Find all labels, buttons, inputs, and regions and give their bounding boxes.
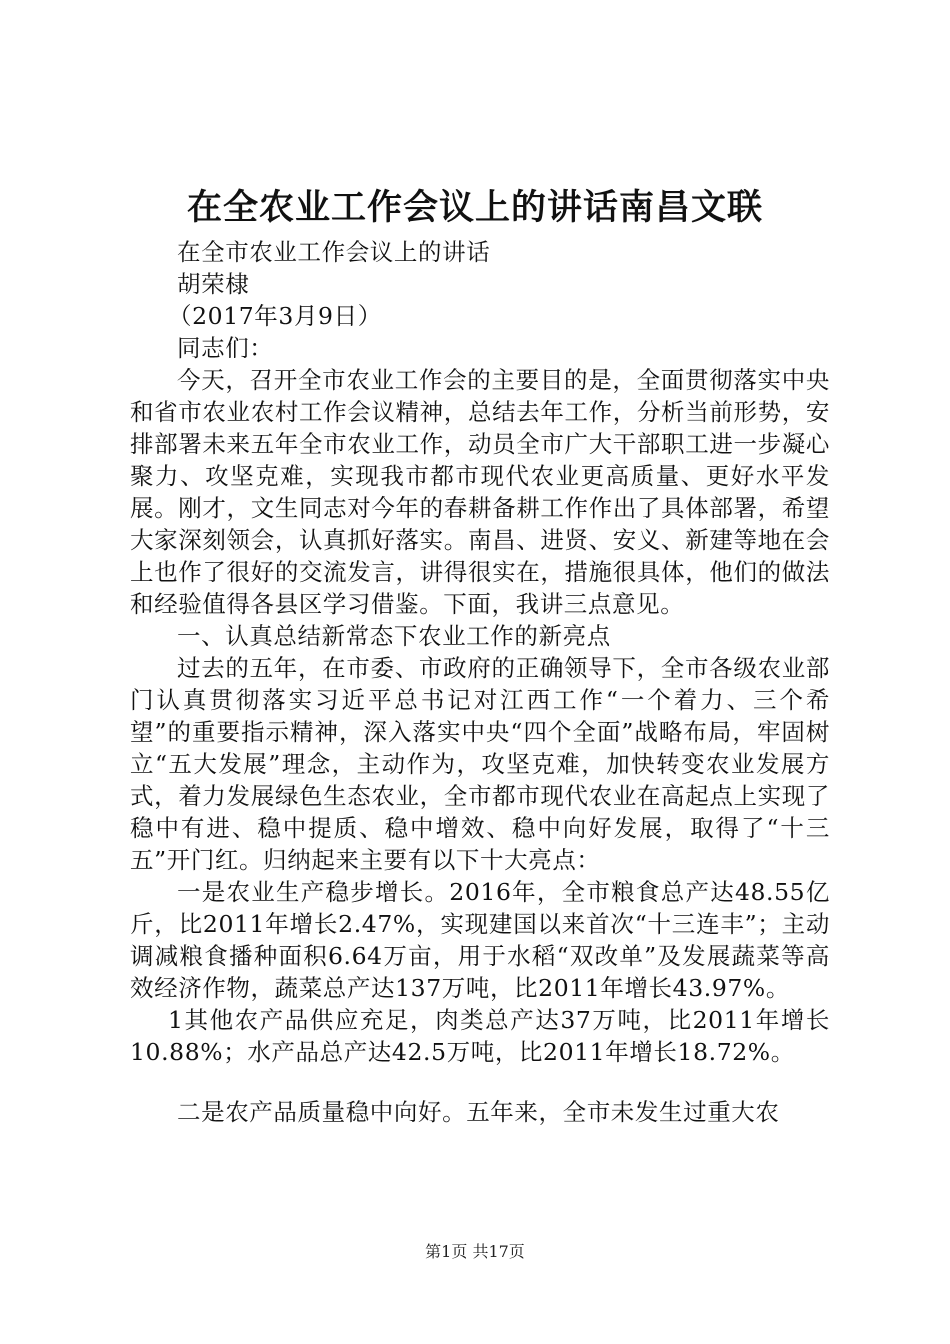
paragraph-highlight-2: 二是农产品质量稳中向好。五年来，全市未发生过重大农: [177, 1098, 780, 1126]
paragraph-highlight-1: 一是农业生产稳步增长。2016年，全市粮食总产达48.55亿斤，比2011年增长2.47%，实现建国以来首次“十三连丰”；主动调减粮食播种面积6.64万亩，用于水稻“双改单”及发展蔬菜等高效经济作物，蔬菜总产达137万吨，比2011年增长43.97%。: [130, 878, 830, 1002]
document-body: [130, 236, 830, 1128]
salutation: 同志们：: [177, 334, 274, 362]
paragraph-review: 过去的五年，在市委、市政府的正确领导下，全市各级农业部门认真贯彻落实习近平总书记对江西工作“一个着力、三个希望”的重要指示精神，深入落实中央“四个全面”战略布局，牢固树立“五大发展”理念，主动作为，攻坚克难，加快转变农业发展方式，着力发展绿色生态农业，全市都市现代农业在高起点上实现了稳中有进、稳中提质、稳中增效、稳中向好发展，取得了“十三五”开门红。归纳起来主要有以下十大亮点：: [130, 654, 830, 874]
speech-title: 在全市农业工作会议上的讲话: [177, 238, 491, 266]
page-footer: 第1页 共17页: [425, 1242, 525, 1261]
paragraph-gap: [130, 1068, 830, 1096]
speaker-name: 胡荣棣: [177, 270, 250, 298]
paragraph-opening: 今天，召开全市农业工作会的主要目的是，全面贯彻落实中央和省市农业农村工作会议精神，总结去年工作，分析当前形势，安排部署未来五年全市农业工作，动员全市广大干部职工进一步凝心聚力、攻坚克难，实现我市都市现代农业更高质量、更好水平发展。刚才，文生同志对今年的春耕备耕工作作出了具体部署，希望大家深刻领会，认真抓好落实。南昌、进贤、安义、新建等地在会上也作了很好的交流发言，讲得很实在，措施很具体，他们的做法和经验值得各县区学习借鉴。下面，我讲三点意见。: [130, 366, 830, 618]
paragraph-supply: 1其他农产品供应充足，肉类总产达37万吨，比2011年增长10.88%；水产品总产达42.5万吨，比2011年增长18.72%。: [130, 1006, 830, 1066]
document-title: 在全农业工作会议上的讲话南昌文联: [186, 187, 763, 228]
section-heading-1: 一、认真总结新常态下农业工作的新亮点: [177, 622, 611, 650]
speech-date: （2017年3月9日）: [168, 302, 382, 330]
